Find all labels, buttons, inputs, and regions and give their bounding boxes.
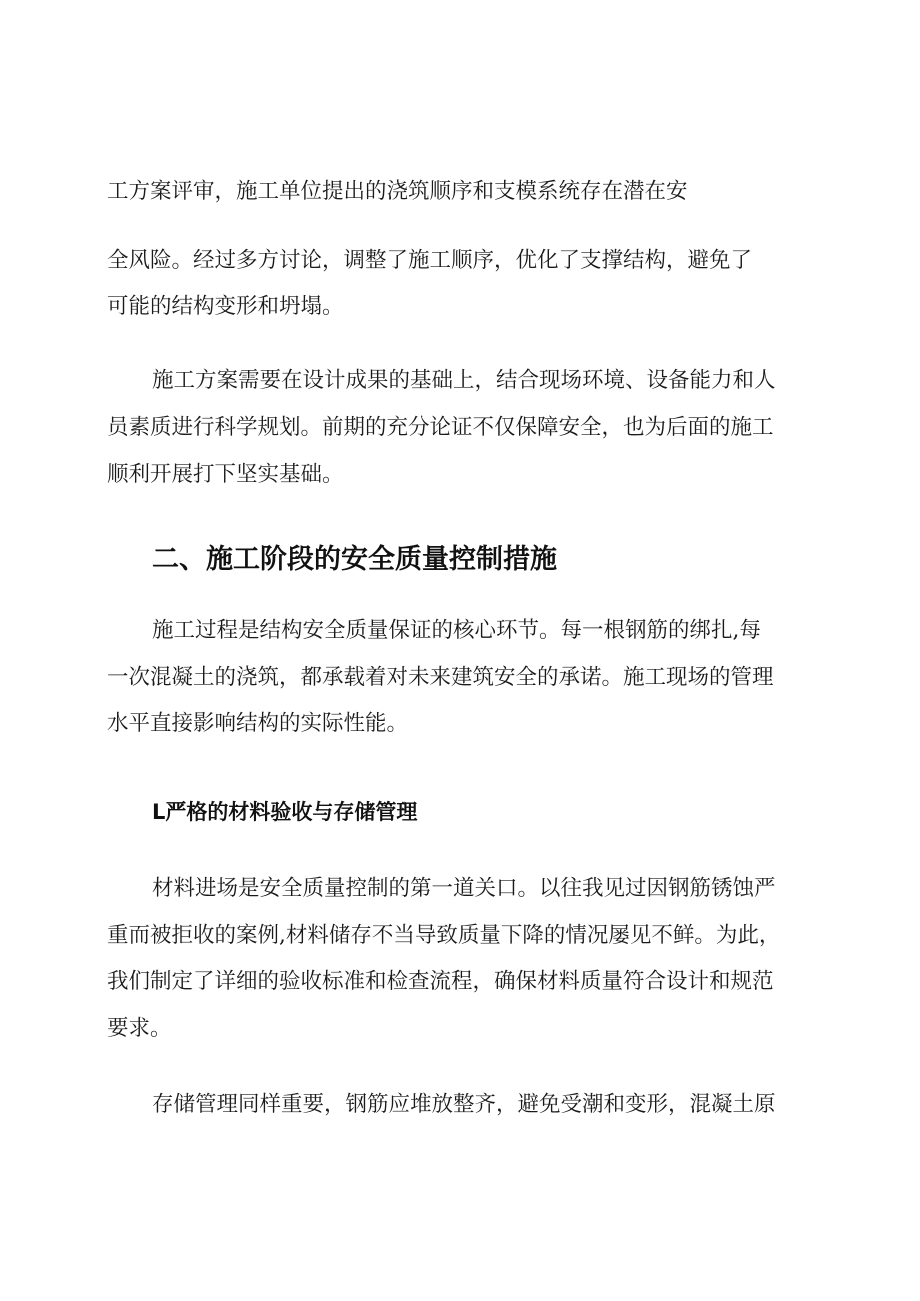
paragraph-1-line-2: 全风险。经过多方讨论，调整了施工顺序，优化了支撑结构，避免了 xyxy=(107,248,753,273)
paragraph-4-line-4: 要求。 xyxy=(107,1016,172,1041)
paragraph-4-line-2: 重而被拒收的案例,材料储存不当导致质量下降的情况屡见不鲜。为此， xyxy=(107,923,781,948)
paragraph-3-line-3: 水平直接影响结构的实际性能。 xyxy=(107,711,409,736)
paragraph-2-line-3: 顺利开展打下坚实基础。 xyxy=(107,462,344,487)
section-heading: 二、施工阶段的安全质量控制措施 xyxy=(152,544,557,575)
paragraph-3-line-1: 施工过程是结构安全质量保证的核心环节。每一根钢筋的绑扎,每 xyxy=(152,618,761,643)
paragraph-2-line-2: 员素质进行科学规划。前期的充分论证不仅保障安全，也为后面的施工 xyxy=(107,415,774,440)
paragraph-2-line-1: 施工方案需要在设计成果的基础上，结合现场环境、设备能力和人 xyxy=(152,368,776,393)
paragraph-4-line-1: 材料进场是安全质量控制的第一道关口。以往我见过因钢筋锈蚀严 xyxy=(152,876,776,901)
subsection-heading: L严格的材料验收与存储管理 xyxy=(152,800,418,824)
paragraph-3-line-2: 一次混凝土的浇筑，都承载着对未来建筑安全的承诺。施工现场的管理 xyxy=(107,665,774,690)
paragraph-1-line-1: 工方案评审，施工单位提出的浇筑顺序和支模系统存在潜在安 xyxy=(107,179,688,204)
paragraph-4-line-3: 我们制定了详细的验收标准和检查流程，确保材料质量符合设计和规范 xyxy=(107,969,774,994)
paragraph-5-line-1: 存储管理同样重要，钢筋应堆放整齐，避免受潮和变形，混凝土原 xyxy=(152,1092,776,1117)
paragraph-1-line-3: 可能的结构变形和坍塌。 xyxy=(107,294,344,319)
